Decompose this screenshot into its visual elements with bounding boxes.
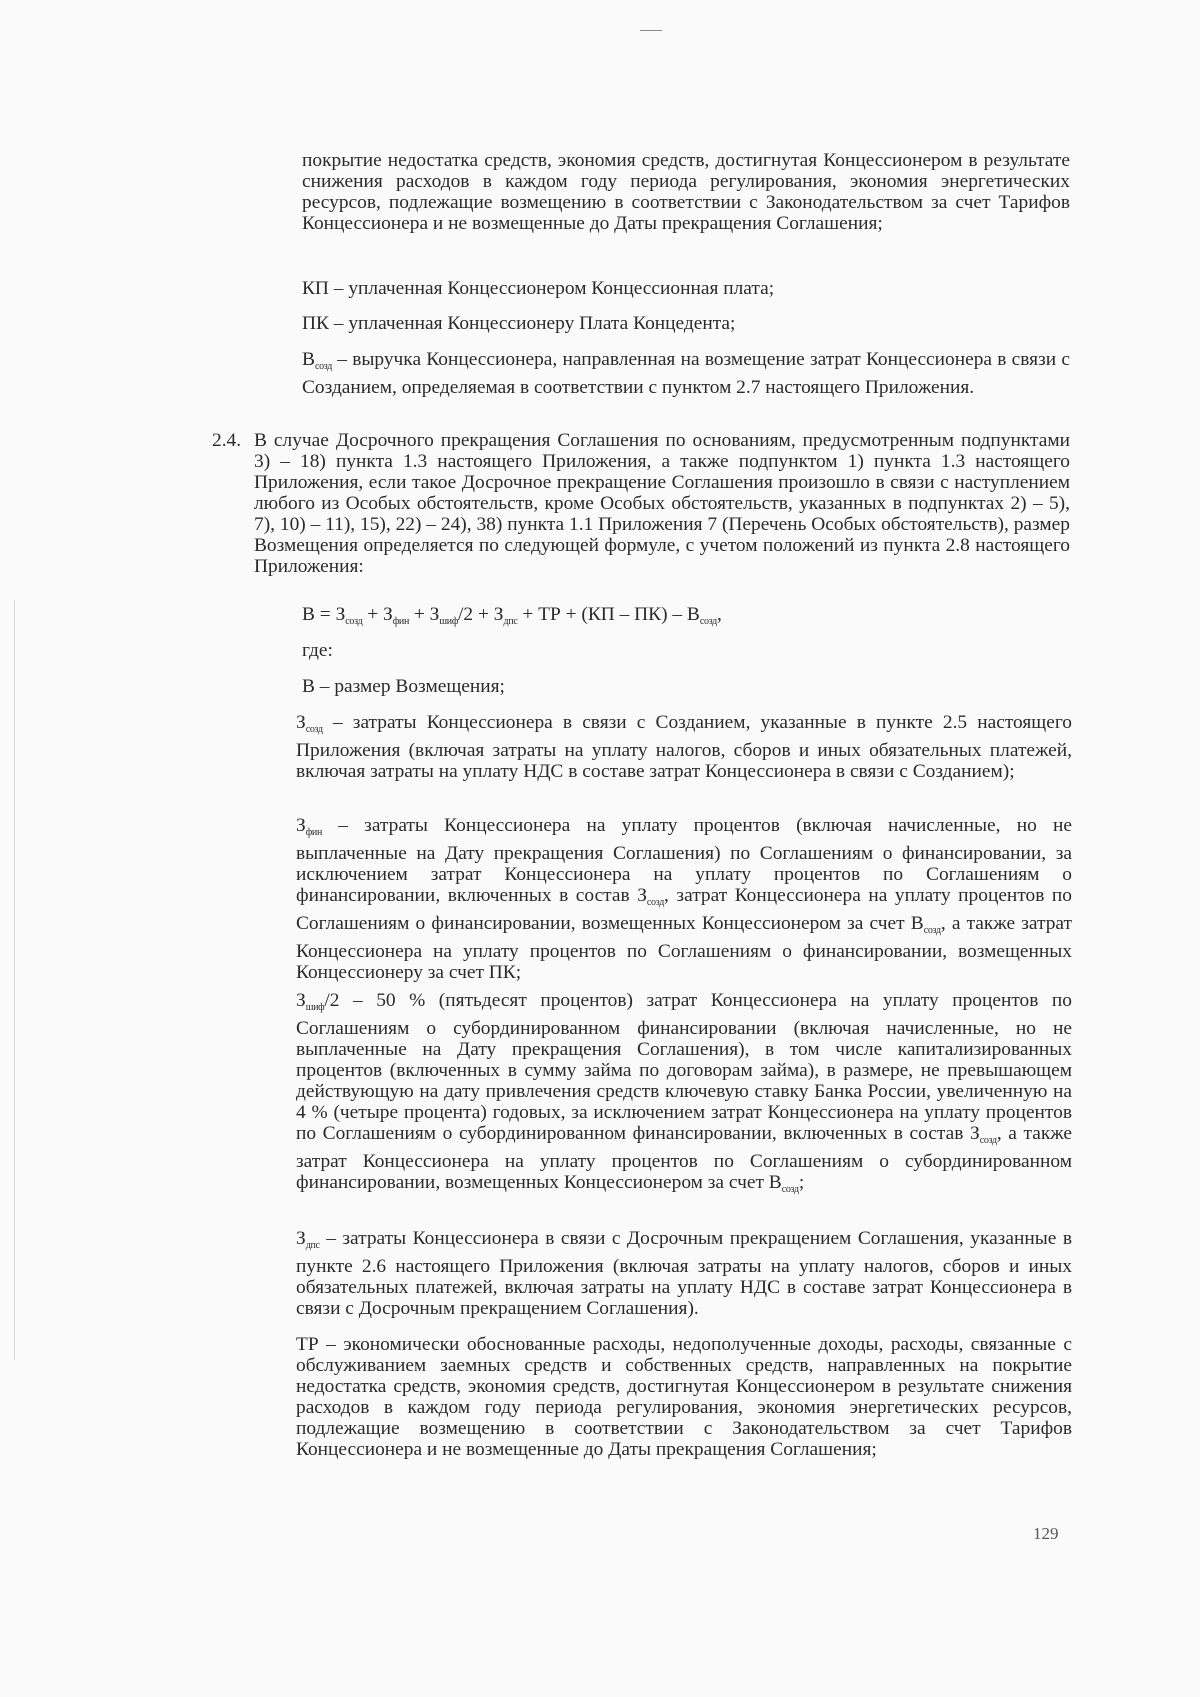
paragraph-kp: КП – уплаченная Концессионером Концессионная плата; bbox=[302, 278, 775, 299]
paragraph-tr-continued: покрытие недостатка средств, экономия средств, достигнутая Концессионером в результате снижения расходов в каждом году периода регулирования, экономия энергетических ресурсов, подлежащие возмещению в соответствии с Законодательством за счет Тарифов Концессионера и не возмещенные до Даты прекращения Соглашения; bbox=[302, 150, 1070, 234]
paragraph-vsozd: $В_{созд}$ – выручка Концессионера, направленная на возмещение затрат Концессионера в связи с Созданием, определяемая в соответствии с пунктом 2.7 настоящего Приложения. bbox=[302, 349, 1070, 398]
scan-artifact bbox=[640, 30, 662, 31]
section-number: 2.4. bbox=[212, 430, 242, 451]
section-2-4-text: В случае Досрочного прекращения Соглашения по основаниям, предусмотренным подпунктами 3) – 18) пункта 1.3 настоящего Приложения, а также подпунктом 1) пункта 1.3 настоящего Приложения, если такое Досрочное прекращение Соглашения произошло в связи с наступлением любого из Особых обстоятельств, кроме Особых обстоятельств, указанных в подпунктах 2) – 5), 7), 10) – 11), 15), 22) – 24), 38) пункта 1.1 Приложения 7 (Перечень Особых обстоятельств), размер Возмещения определяется по следующей формуле, с учетом положений из пункта 2.8 настоящего Приложения: bbox=[254, 430, 1070, 577]
definition-zdps: $З_{дпс}$ – затраты Концессионера в связи с Досрочным прекращением Соглашения, указанные в пункте 2.6 настоящего Приложения (включая затраты на уплату налогов, сборов и иных обязательных платежей, включая затраты на уплату НДС в составе затрат Концессионера в связи с Досрочным прекращением Соглашения). bbox=[296, 1228, 1072, 1319]
page-number: 129 bbox=[1033, 1524, 1059, 1543]
definition-tr: ТР – экономически обоснованные расходы, недополученные доходы, расходы, связанные с обслуживанием заемных средств и собственных средств, направленных на покрытие недостатка средств, экономия средств, достигнутая Концессионером в результате снижения расходов в каждом году периода регулирования, экономия энергетических ресурсов, подлежащие возмещению в соответствии с Законодательством за счет Тарифов Концессионера и не возмещенные до Даты прекращения Соглашения; bbox=[296, 1334, 1072, 1460]
definition-zsozd: $З_{созд}$ – затраты Концессионера в связи с Созданием, указанные в пункте 2.5 настоящего Приложения (включая затраты на уплату налогов, сборов и иных обязательных платежей, включая затраты на уплату НДС в составе затрат Концессионера в связи с Созданием); bbox=[296, 712, 1072, 782]
definition-v: В – размер Возмещения; bbox=[302, 676, 505, 697]
formula: $В = З_{созд} + З_{фин} + З_{шиф}/2 + З_{дпс}$ + ТР + $(КП - ПК) - В_{созд}$, bbox=[302, 604, 722, 627]
where-label: где: bbox=[302, 640, 333, 661]
paragraph-pk: ПК – уплаченная Концессионеру Плата Концедента; bbox=[302, 313, 736, 334]
scan-edge-artifact bbox=[14, 600, 15, 1360]
definition-zshif: $З_{шиф}/2 - 50$ % (пятьдесят процентов) затрат Концессионера на уплату процентов по Соглашениям о субординированном финансировании (включая начисленные, но не выплаченные на Дату прекращения Соглашения), в том числе капитализированных процентов (включенных в сумму займа по договорам займа), в размере, не превышающем действующую на дату привлечения средств ключевую ставку Банка России, увеличенную на 4 % (четыре процента) годовых, за исключением затрат Концессионера на уплату процентов по Соглашениям о субординированном финансировании, включенных в состав $З_{созд}$, а также затрат Концессионера на уплату процентов по Соглашениям о субординированном финансировании, возмещенных Концессионером за счет $В_{созд}$; bbox=[296, 990, 1072, 1195]
definition-zfin: $З_{фин}$ – затраты Концессионера на уплату процентов (включая начисленные, но не выплаченные на Дату прекращения Соглашения) по Соглашениям о финансировании, за исключением затрат Концессионера на уплату процентов по Соглашениям о финансировании, включенных в состав $З_{созд}$, затрат Концессионера на уплату процентов по Соглашениям о финансировании, возмещенных Концессионером за счет $В_{созд}$, а также затрат Концессионера на уплату процентов по Соглашениям о финансировании, возмещенных Концессионеру за счет ПК; bbox=[296, 815, 1073, 983]
